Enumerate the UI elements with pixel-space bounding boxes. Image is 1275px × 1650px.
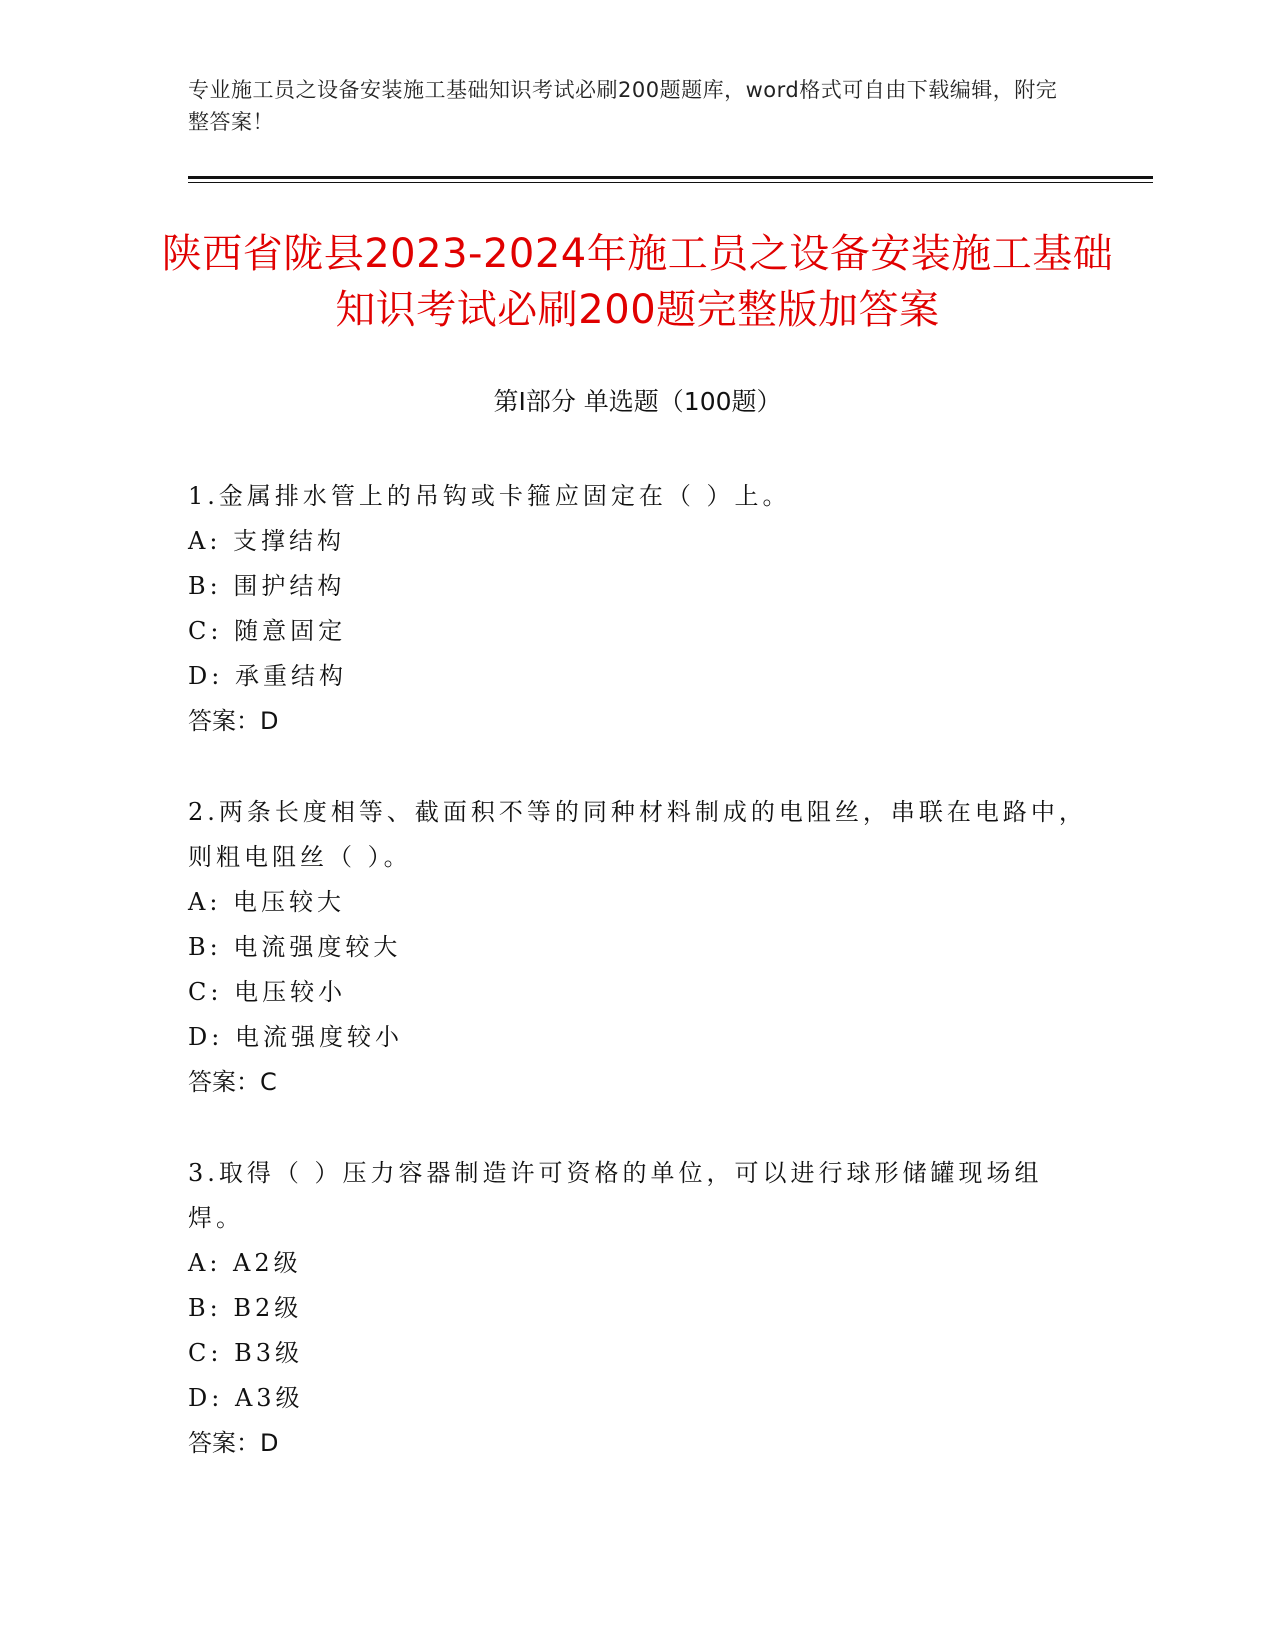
header-divider-thin [188,182,1153,183]
question-stem: 2.两条长度相等、截面积不等的同种材料制成的电阻丝，串联在电路中，则粗电阻丝（ ）。 [188,798,1087,871]
answer-line: 答案：C [188,1068,277,1096]
header-divider-thick [188,176,1153,179]
section-heading: 第Ⅰ部分 单选题（100题） [493,387,782,416]
option-a: A: 支撑结构 [188,527,346,555]
question-stem: 1.金属排水管上的吊钩或卡箍应固定在（ ）上。 [188,482,791,510]
option-c: C: 电压较小 [188,978,347,1006]
question-3 [188,1151,1088,1466]
option-a: A: 电压较大 [188,888,346,916]
question-1 [188,474,1088,744]
option-c: C: 随意固定 [188,617,347,645]
question-2 [188,790,1088,1105]
question-list [188,474,1088,1512]
question-stem: 3.取得（ ）压力容器制造许可资格的单位，可以进行球形储罐现场组焊。 [188,1159,1043,1232]
option-b: B: B2级 [188,1294,303,1322]
option-d: D: 承重结构 [188,662,347,690]
option-d: D: 电流强度较小 [188,1023,403,1051]
answer-line: 答案：D [188,707,279,735]
header-note: 专业施工员之设备安装施工基础知识考试必刷200题题库，word格式可自由下载编辑，附完整答案！ [188,78,1058,134]
option-d: D: A3级 [188,1384,304,1412]
document-title: 陕西省陇县2023-2024年施工员之设备安装施工基础知识考试必刷200题完整版加答案 [161,231,1114,333]
option-a: A: A2级 [188,1249,302,1277]
answer-line: 答案：D [188,1429,279,1457]
option-c: C: B3级 [188,1339,303,1367]
option-b: B: 围护结构 [188,572,346,600]
option-b: B: 电流强度较大 [188,933,402,961]
